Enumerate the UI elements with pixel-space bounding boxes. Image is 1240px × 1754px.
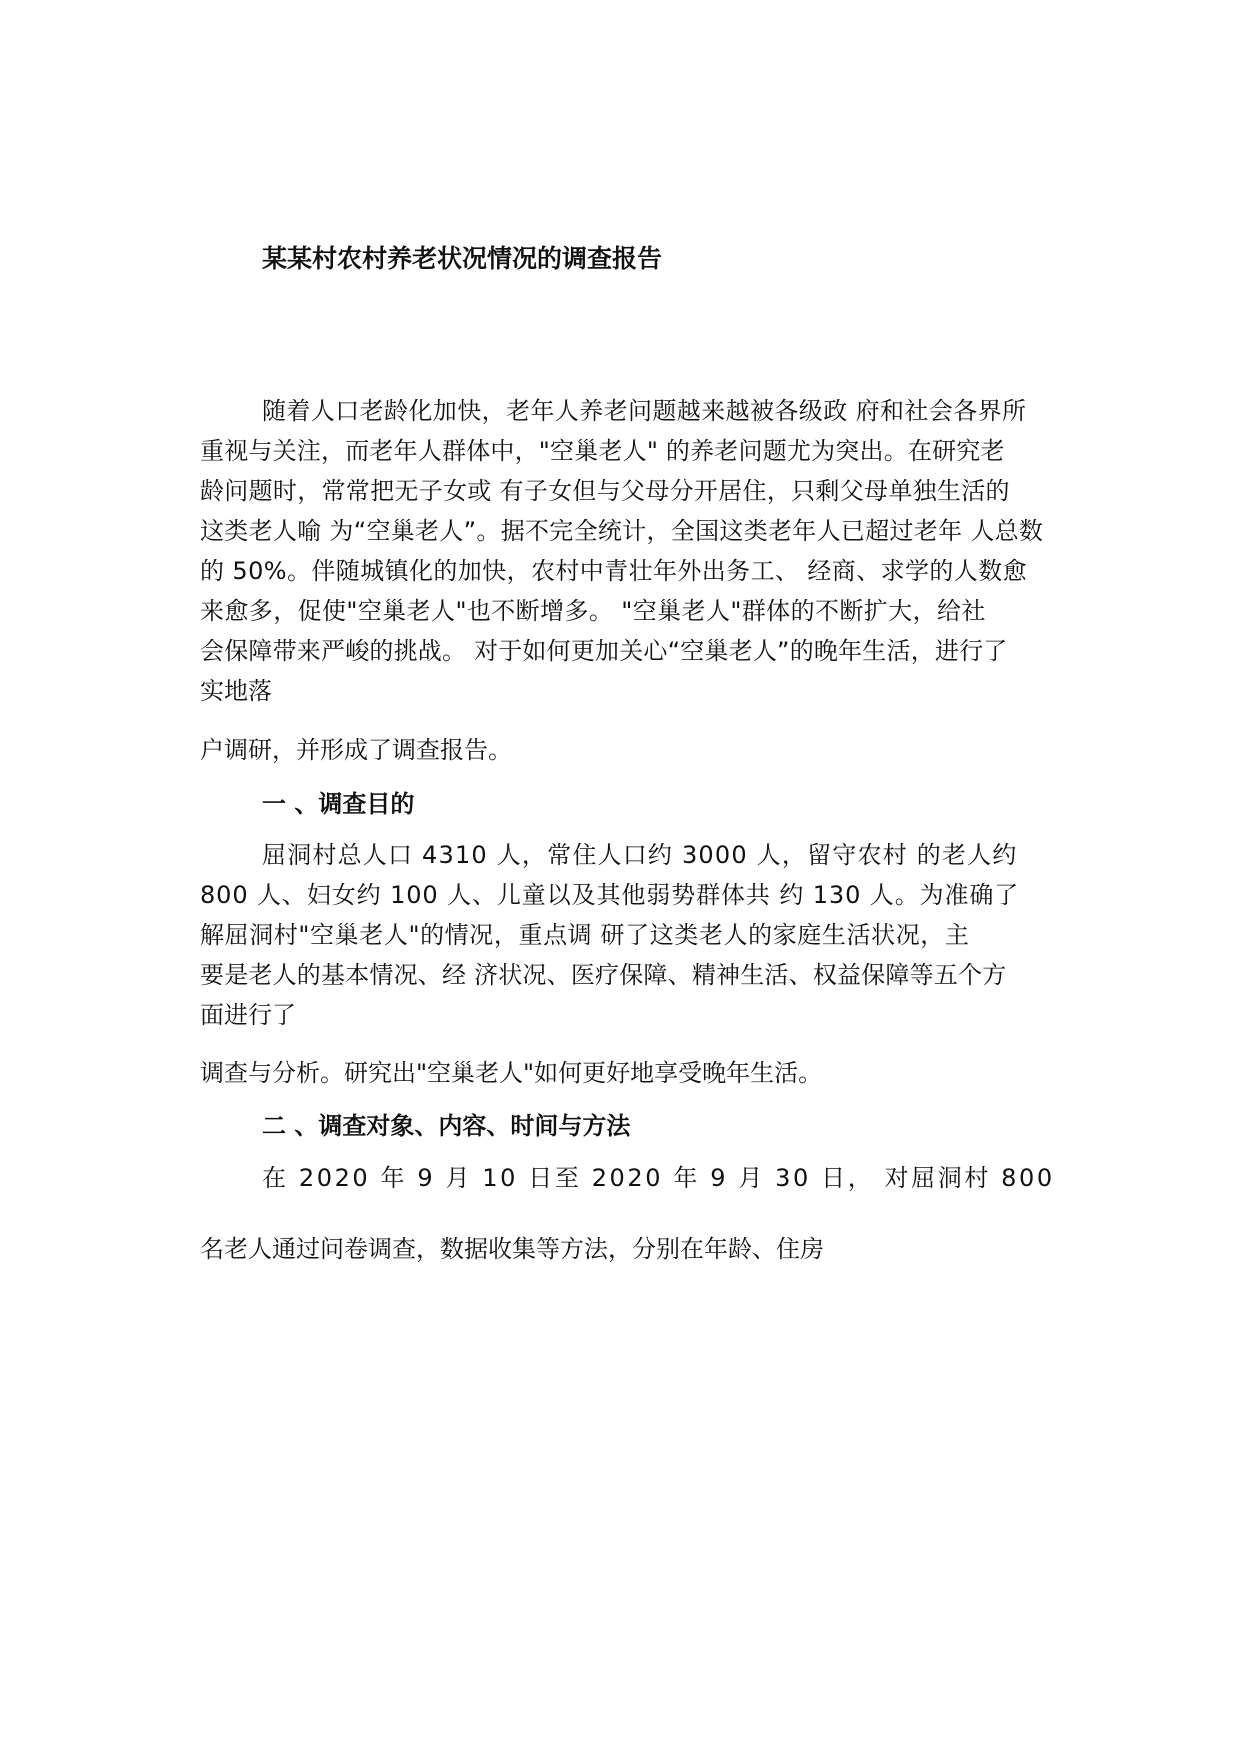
paragraph2-line-1: 屈洞村总人口 4310 人，常住人口约 3000 人，留守农村 的老人约 <box>262 841 1018 869</box>
paragraph1-line-3: 龄问题时，常常把无子女或 有子女但与父母分开居住，只剩父母单独生活的 <box>200 477 1010 505</box>
paragraph2-line-2: 800 人、妇女约 100 人、儿童以及其他弱势群体共 约 130 人。为准确了 <box>200 881 1020 909</box>
paragraph2-line-3: 解屈洞村"空巢老人"的情况，重点调 研了这类老人的家庭生活状况，主 <box>200 921 970 949</box>
document-title: 某某村农村养老状况情况的调查报告 <box>262 244 663 273</box>
section2-heading: 二 、调查对象、内容、时间与方法 <box>262 1112 631 1140</box>
paragraph1-line-8: 实地落 <box>200 677 272 705</box>
paragraph2-continuation: 调查与分析。研究出"空巢老人"如何更好地享受晚年生活。 <box>200 1059 823 1087</box>
paragraph1-continuation: 户调研，并形成了调查报告。 <box>200 736 512 764</box>
paragraph3-line-2: 名老人通过问卷调查，数据收集等方法，分别在年龄、住房 <box>200 1235 824 1263</box>
section1-heading: 一 、调查目的 <box>262 790 415 818</box>
paragraph1-line-7: 会保障带来严峻的挑战。 对于如何更加关心“空巢老人”的晚年生活，进行了 <box>200 637 1008 665</box>
paragraph1-line-5: 的 50%。伴随城镇化的加快，农村中青壮年外出务工、 经商、求学的人数愈 <box>200 557 1027 585</box>
paragraph1-line-6: 来愈多，促使"空巢老人"也不断增多。 "空巢老人"群体的不断扩大，给社 <box>200 597 986 625</box>
paragraph1-line-2: 重视与关注，而老年人群体中，"空巢老人" 的养老问题尤为突出。在研究老 <box>200 437 1005 465</box>
paragraph1-line-1: 随着人口老龄化加快，老年人养老问题越来越被各级政 府和社会各界所 <box>262 397 1027 425</box>
paragraph2-line-4: 要是老人的基本情况、经 济状况、医疗保障、精神生活、权益保障等五个方 <box>200 961 1007 989</box>
paragraph1-line-4: 这类老人喻 为“空巢老人”。据不完全统计，全国这类老年人已超过老年 人总数 <box>200 517 1044 545</box>
paragraph2-line-5: 面进行了 <box>200 1001 296 1029</box>
paragraph3-line-1: 在 2020 年 9 月 10 日至 2020 年 9 月 30 日， 对屈洞村 800 <box>262 1164 1055 1192</box>
